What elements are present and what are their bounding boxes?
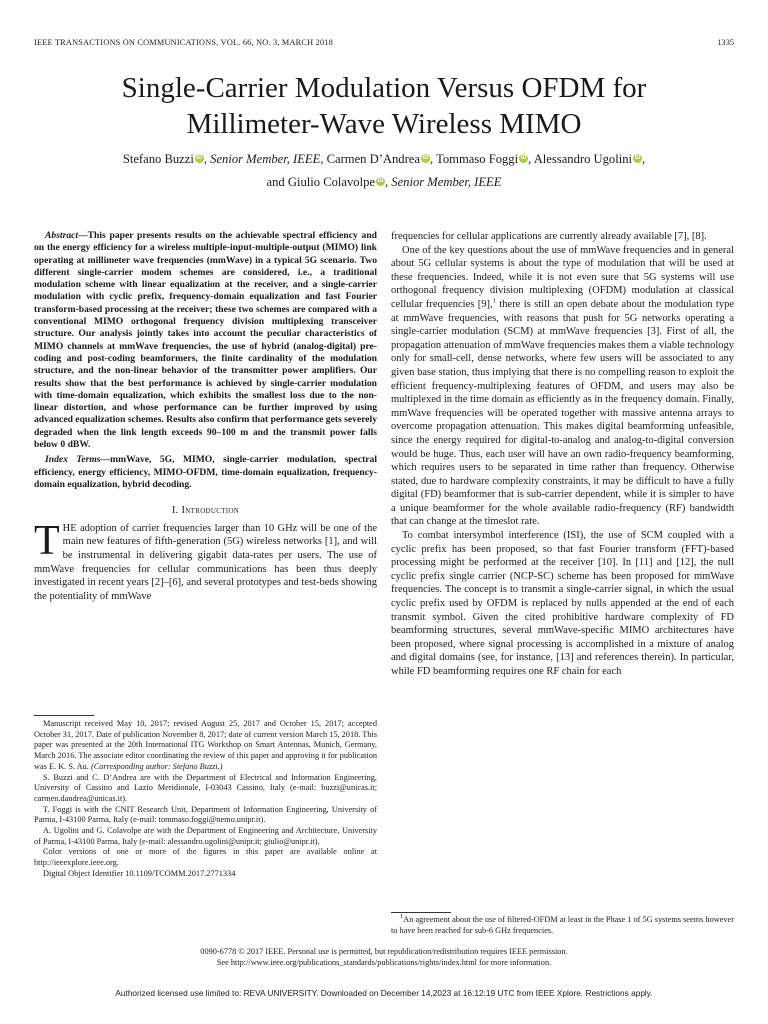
author-role: Senior Member, IEEE xyxy=(210,152,321,166)
footnote-ref[interactable]: 1 xyxy=(492,297,496,305)
footnote-1: $^1$An agreement about the use of filtered-OFDM at least in the Phase 1 of 5G systems seems however to have been reached for sub-6 GHz frequencies. xyxy=(391,913,734,935)
orcid-icon[interactable]: iD xyxy=(520,155,527,161)
body-paragraph: One of the key questions about the use of mmWave frequencies and in general about 5G cellular systems is about the type of modulation that will be used at these frequencies. Indeed, while it is not even sure that 5G systems will use orthogonal frequency division multiplexing (OFDM) modulation at classical cellular frequencies [9],$^1$ there is still an open debate about the modulation type at mmWave frequencies, with reasons that push for 5G networks operating a single-carrier modulation (SCM) at mmWave frequencies [3]. First of all, the propagation attenuation of mmWave frequencies makes them a viable technology only for small-cell, dense networks, where few users will be associated to any given base station, thus implying that there is no compelling reason to exploit the efficient frequency-multiplexing features of OFDM, and users may also be multiplexed in the time domain as efficiently as in the frequency domain. Finally, mmWave frequencies will be operated together with massive antenna arrays to overcome propagation attenuation. This makes digital beamforming unfeasible, since the energy required for digital-to-analog and analog-to-digital conversion would be huge. Thus, each user will have an own radio-frequency beamforming, which requires users to be separated in time rather than frequency. Otherwise stated, due to hardware complexity constraints, it may be difficult to have a fully digital (FD) beamformer that is sub-carrier dependent, while it is simpler to have a unique beamformer for the whole available radio-frequency (RF) bandwidth that can change at the timeslot rate. xyxy=(391,244,734,528)
author-name: Tommaso Foggi xyxy=(436,152,519,166)
abstract-label: Abstract xyxy=(45,230,79,241)
footnote-affiliation: T. Foggi is with the CNIT Research Unit, Department of Information Engineering, University of Parma, I-43100 Parma, Italy (e-mail: tommaso.foggi@nemo.unipr.it). xyxy=(34,804,377,825)
index-terms-text: mmWave, 5G, MIMO, single-carrier modulation, spectral efficiency, energy efficiency, MIMO-OFDM, time-domain equalization, frequency-domain equalization, hybrid decoding. xyxy=(34,454,377,490)
author-name: and Giulio Colavolpe xyxy=(266,175,375,189)
footnote-color: Color versions of one or more of the figures in this paper are available online at http://ieeexplore.ieee.org. xyxy=(34,847,377,868)
orcid-icon[interactable]: iD xyxy=(634,155,641,161)
running-header: IEEE TRANSACTIONS ON COMMUNICATIONS, VOL. 66, NO. 3, MARCH 2018 xyxy=(34,38,334,47)
right-column xyxy=(391,230,734,679)
footnote-manuscript: Manuscript received May 10, 2017; revised August 25, 2017 and October 15, 2017; accepted October 31, 2017. Date of publication November 8, 2017; date of current version March 15, 2018. This paper was presented at the 20th International ITG Workshop on Smart Antennas, Munich, Germany, March 2016. The associate editor coordinating the review of this paper and approving it for publication was E. K. S. Au. (Corresponding author: Stefano Buzzi.) xyxy=(34,719,377,771)
index-terms-label: Index Terms xyxy=(45,454,101,466)
title-line-2: Millimeter-Wave Wireless MIMO xyxy=(186,108,582,140)
footnote-doi: Digital Object Identifier 10.1109/TCOMM.2017.2771334 xyxy=(43,868,236,878)
license-banner: Authorized licensed use limited to: REVA UNIVERSITY. Downloaded on December 14,2023 at 16:12:19 UTC from IEEE Xplore. Restrictions apply. xyxy=(115,988,653,998)
intro-paragraph: THE adoption of carrier frequencies larger than 10 GHz will be one of the main new features of fifth-generation (5G) wireless networks [1], and will be instrumental in delivering gigabit data-rates per users. The use of mmWave frequencies for cellular communications has been thus deeply investigated in recent years [2]–[6], and several prototypes and test-beds showing the potentiality of mmWave xyxy=(34,517,377,602)
drop-cap: T xyxy=(34,517,60,564)
index-terms: Index Terms—mmWave, 5G, MIMO, single-carrier modulation, spectral efficiency, energy efficiency, MIMO-OFDM, time-domain equalization, frequency-domain equalization, hybrid decoding. xyxy=(34,454,377,490)
title-line-1: Single-Carrier Modulation Versus OFDM for xyxy=(121,72,647,104)
orcid-icon[interactable]: iD xyxy=(196,155,203,161)
footnote-affiliation: S. Buzzi and C. D’Andrea are with the Department of Electrical and Information Engineering, University of Cassino and Lazio Meridionale, I-03043 Cassino, Italy (e-mail: buzzi@unicas.it; carmen.dandrea@unicas.it). xyxy=(34,772,377,803)
copyright-notice: 0090-6778 © 2017 IEEE. Personal use is permitted, but republication/redistribution requires IEEE permission. See http://www.ieee.org/publications_standards/publications/rights/index.html for more information. xyxy=(200,947,568,967)
body-paragraph: frequencies for cellular applications are currently already available [7], [8]. xyxy=(391,231,707,242)
author-list: Stefano Buzzi iD , Senior Member, IEEE, Carmen D’Andrea iD , Tommaso Foggi iD , Alessandro Ugolini iD , and Giulio Colavolpe iD , Senior Member, IEEE xyxy=(122,152,646,189)
author-name: Carmen D’Andrea xyxy=(326,152,420,166)
footnote-affiliation: A. Ugolini and G. Colavolpe are with the Department of Engineering and Architecture, University of Parma, I-43100 Parma, Italy (e-mail: alessandro.ugolini@unipr.it; giulio@unipr.it). xyxy=(34,826,377,846)
left-column xyxy=(34,230,377,603)
author-name: Stefano Buzzi xyxy=(122,152,194,166)
author-name: Alessandro Ugolini xyxy=(533,152,632,166)
paper-title xyxy=(0,70,768,142)
body-paragraph: To combat intersymbol interference (ISI), the use of SCM coupled with a cyclic prefix has been proposed, so that fast Fourier transform (FFT)-based processing might be performed at the receiver [10]. In [11] and [12], the null cyclic prefix single carrier (NCP-SC) scheme has been proposed for mmWave frequencies. The concept is to transmit a single-carrier signal, in which the usual cyclic prefix used by OFDM is replaced by nulls appended at the end of each transmit symbol. Given the cited prohibitive hardware complexity of FD beamforming structures, several mmWave-specific MIMO architectures have been proposed, where signal processing is accomplished in a mixture of analog and digital domains (see, for instance, [13] and references therein). In particular, while FD beamforming requires one RF chain for each xyxy=(391,530,734,677)
section-heading: I. Introduction xyxy=(171,505,240,517)
abstract-text: This paper presents results on the achievable spectral efficiency and on the energy efficiency for a wireless multiple-input-multiple-output (MIMO) link operating at millimeter wave frequencies (mmWave) in a typical 5G scenario. Two different single-carrier modem schemes are considered, i.e., a traditional modulation scheme with linear equalization at the receiver, and a single-carrier modulation with cyclic prefix, frequency-domain equalization and fast Fourier transform-based processing at the receiver; these two schemes are compared with a conventional MIMO orthogonal frequency division multiplexing transceiver structure. Our analysis jointly takes into account the peculiar characteristics of MIMO channels at mmWave frequencies, the use of hybrid (analog-digital) pre-coding and post-coding beamformers, the finite cardinality of the modulation structure, and the non-linear behavior of the transmitter power amplifiers. Our results show that the best performance is achieved by single-carrier modulation with time-domain equalization, which exhibits the smallest loss due to the non-linear distortion, and whose performance can be further improved by using advanced equalization schemes. Results also confirm that performance gets severely degraded when the link length exceeds 90–100 m and the transmit power falls below 0 dBW. xyxy=(34,230,378,451)
orcid-icon[interactable]: iD xyxy=(422,155,429,161)
footnote-rule xyxy=(34,715,94,716)
orcid-icon[interactable]: iD xyxy=(377,178,384,184)
title-footnotes xyxy=(34,719,377,880)
author-role: Senior Member, IEEE xyxy=(391,175,502,189)
page-number: 1335 xyxy=(717,38,734,47)
abstract: Abstract—This paper presents results on the achievable spectral efficiency and on the energy efficiency for a wireless multiple-input-multiple-output (MIMO) link operating at millimeter wave frequencies (mmWave) in a typical 5G scenario. Two different single-carrier modem schemes are considered, i.e., a traditional modulation scheme with linear equalization at the receiver, and a single-carrier modulation with cyclic prefix, frequency-domain equalization and fast Fourier transform-based processing at the receiver; these two schemes are compared with a conventional MIMO orthogonal frequency division multiplexing transceiver structure. Our analysis jointly takes into account the peculiar characteristics of MIMO channels at mmWave frequencies, the use of hybrid (analog-digital) pre-coding and post-coding beamformers, the finite cardinality of the modulation structure, and the non-linear behavior of the transmitter power amplifiers. Our results show that the best performance is achieved by single-carrier modulation with time-domain equalization, which exhibits the smallest loss due to the non-linear distortion, and whose performance can be further improved by using advanced equalization schemes. Results also confirm that performance gets severely degraded when the link length exceeds 90–100 m and the transmit power falls below 0 dBW. xyxy=(34,230,378,451)
